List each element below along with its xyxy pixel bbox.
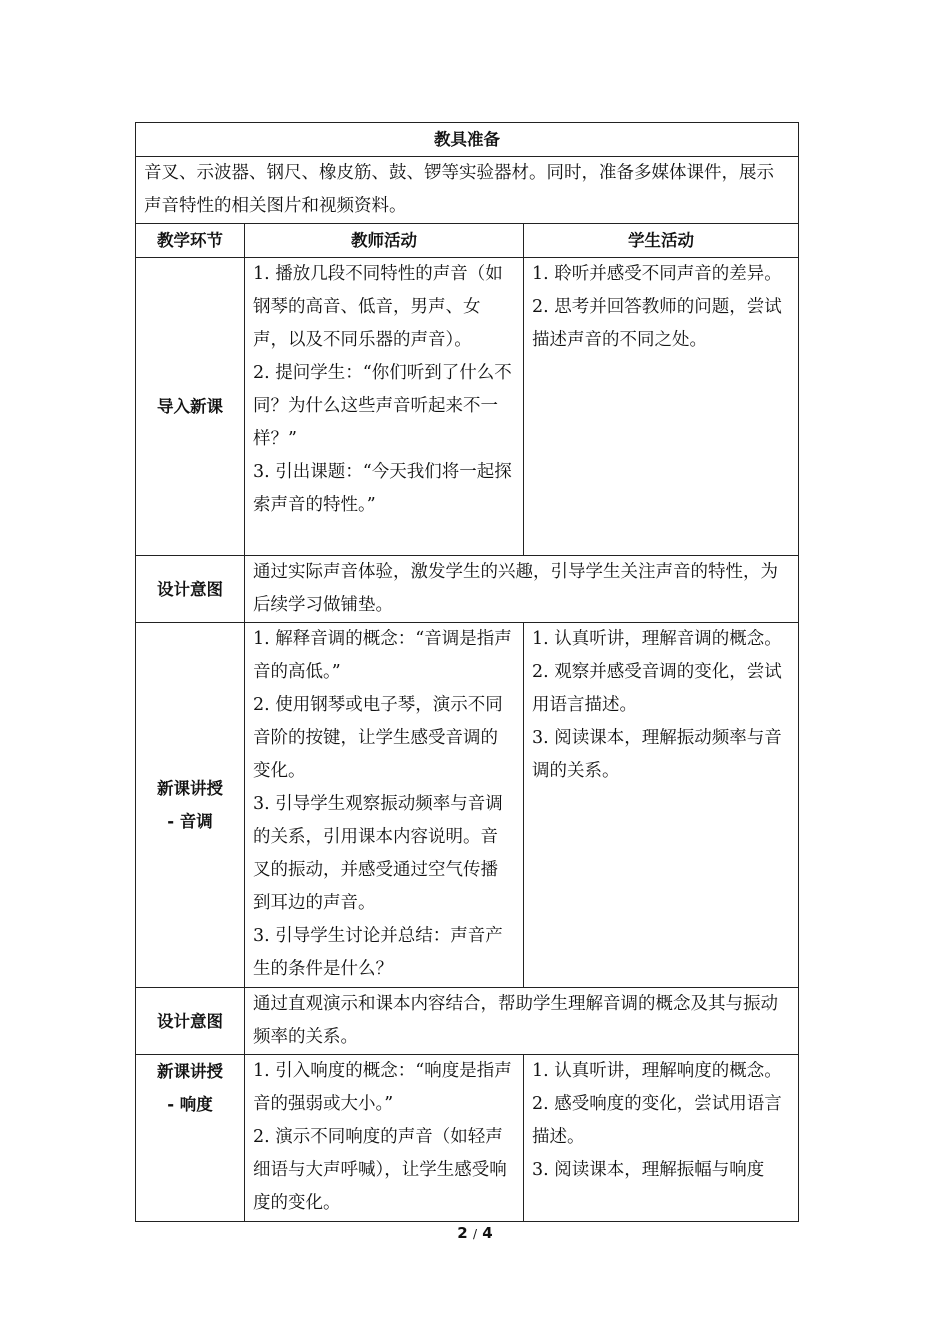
- page-separator: /: [472, 1227, 478, 1241]
- stage-label-line: - 响度: [167, 1095, 213, 1114]
- stage-label-loudness: [136, 1055, 245, 1222]
- intent-text: 通过直观演示和课本内容结合，帮助学生理解音调的概念及其与振动频率的关系。: [245, 988, 799, 1055]
- intent-label: 设计意图: [136, 988, 245, 1055]
- student-item: 2. 思考并回答教师的问题，尝试描述声音的不同之处。: [532, 297, 782, 350]
- stage-label-pitch: [136, 623, 245, 988]
- page-number: [0, 1224, 950, 1242]
- stage-label-line: 新课讲授: [157, 1062, 223, 1081]
- teacher-item: 2. 提问学生：“你们听到了什么不同？为什么这些声音听起来不一样？”: [253, 363, 512, 449]
- student-item: 2. 感受响度的变化，尝试用语言描述。: [532, 1094, 782, 1147]
- col-header-teacher: 教师活动: [245, 224, 524, 258]
- prep-header-row: [136, 123, 799, 157]
- lesson-plan-table: [135, 122, 799, 1222]
- page-total: 4: [482, 1224, 493, 1242]
- teacher-activity: [245, 1055, 524, 1222]
- teacher-item: 3. 引出课题：“今天我们将一起探索声音的特性。”: [253, 462, 512, 515]
- teacher-item: 1. 引入响度的概念：“响度是指声音的强弱或大小。”: [253, 1061, 512, 1114]
- intent-label: 设计意图: [136, 556, 245, 623]
- intent-text: 通过实际声音体验，激发学生的兴趣，引导学生关注声音的特性，为后续学习做铺垫。: [245, 556, 799, 623]
- stage-label: 导入新课: [136, 258, 245, 556]
- teacher-item: 2. 使用钢琴或电子琴，演示不同音阶的按键，让学生感受音调的变化。: [253, 695, 503, 781]
- student-activity: [524, 623, 799, 988]
- column-header-row: [136, 224, 799, 258]
- prep-title: 教具准备: [136, 123, 799, 157]
- col-header-stage: 教学环节: [136, 224, 245, 258]
- teacher-activity: [245, 623, 524, 988]
- student-activity: [524, 258, 799, 556]
- teacher-item: 3. 引导学生讨论并总结：声音产生的条件是什么？: [253, 926, 503, 979]
- intent-row-1: [136, 556, 799, 623]
- prep-content-row: [136, 157, 799, 224]
- section-loudness-row: [136, 1055, 799, 1222]
- student-item: 3. 阅读课本，理解振动频率与音调的关系。: [532, 728, 782, 781]
- student-item: 3. 阅读课本，理解振幅与响度: [532, 1160, 765, 1180]
- teacher-activity: [245, 258, 524, 556]
- section-pitch-row: [136, 623, 799, 988]
- prep-text: 音叉、示波器、钢尺、橡皮筋、鼓、锣等实验器材。同时，准备多媒体课件，展示声音特性的相关图片和视频资料。: [136, 157, 799, 224]
- student-item: 1. 认真听讲，理解响度的概念。: [532, 1061, 782, 1081]
- intent-row-2: [136, 988, 799, 1055]
- stage-label-line: 新课讲授: [157, 779, 223, 798]
- student-item: 1. 聆听并感受不同声音的差异。: [532, 264, 782, 284]
- teacher-item: 1. 播放几段不同特性的声音（如钢琴的高音、低音，男声、女声，以及不同乐器的声音）。: [253, 264, 503, 350]
- teacher-item: 1. 解释音调的概念：“音调是指声音的高低。”: [253, 629, 512, 682]
- teacher-item: 2. 演示不同响度的声音（如轻声细语与大声呼喊），让学生感受响度的变化。: [253, 1127, 507, 1213]
- page-current: 2: [457, 1224, 468, 1242]
- section-intro-row: [136, 258, 799, 556]
- student-item: 2. 观察并感受音调的变化，尝试用语言描述。: [532, 662, 782, 715]
- col-header-student: 学生活动: [524, 224, 799, 258]
- student-item: 1. 认真听讲，理解音调的概念。: [532, 629, 782, 649]
- teacher-item: 3. 引导学生观察振动频率与音调的关系，引用课本内容说明。音叉的振动，并感受通过空气传播到耳边的声音。: [253, 794, 503, 913]
- student-activity: [524, 1055, 799, 1222]
- stage-label-line: - 音调: [167, 812, 213, 831]
